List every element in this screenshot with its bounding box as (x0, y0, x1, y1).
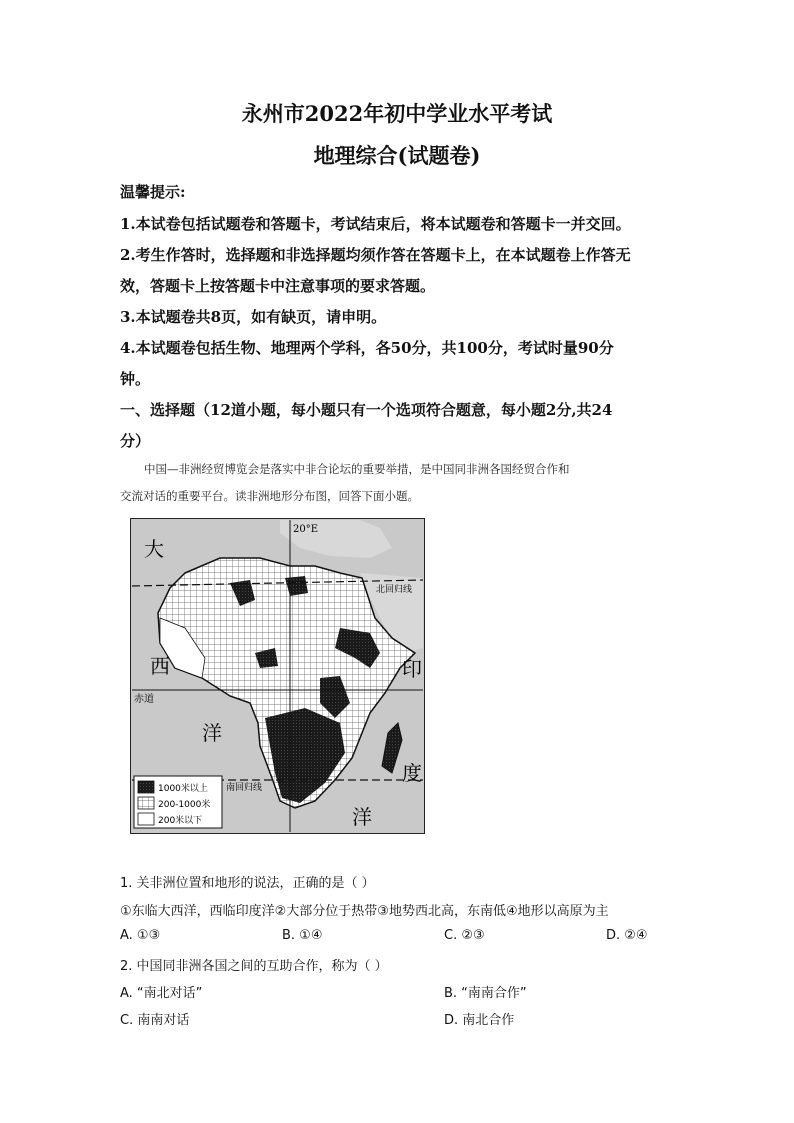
instruction-line: 效，答题卡上按答题卡中注意事项的要求答题。 (120, 277, 436, 295)
legend-swatch-grid (138, 797, 154, 809)
answer-option[interactable]: B. ①④ (282, 928, 323, 943)
instruction-line: 2.考生作答时，选择题和非选择题均须作答在答题卡上，在本试题卷上作答无 (120, 246, 631, 264)
passage-line: 交流对话的重要平台。读非洲地形分布图，回答下面小题。 (120, 489, 419, 503)
meridian-label: 20°E (293, 524, 319, 535)
section-heading: 一、选择题（12道小题，每小题只有一个选项符合题意，每小题2分,共24 (120, 401, 613, 419)
legend-label: 1000米以上 (158, 784, 208, 794)
map-legend (134, 776, 222, 828)
instruction-line: 1.本试卷包括试题卷和答题卡，考试结束后，将本试题卷和答题卡一并交回。 (120, 215, 631, 233)
answer-option[interactable]: A. ①③ (120, 928, 161, 943)
answer-option[interactable]: C. 南南对话 (120, 1013, 190, 1028)
instruction-line: 钟。 (120, 370, 151, 388)
passage-line: 中国—非洲经贸博览会是落实中非合论坛的重要举措，是中国同非洲各国经贸合作和 (144, 462, 570, 476)
ocean-label: 印 (402, 657, 422, 681)
section-heading: 分） (120, 432, 151, 450)
ocean-label: 洋 (202, 721, 222, 745)
tropic-of-capricorn-label: 南回归线 (226, 783, 263, 793)
question-statement: ①东临大西洋，西临印度洋②大部分位于热带③地势西北高，东南低④地形以高原为主 (120, 904, 609, 919)
answer-option[interactable]: D. ②④ (606, 928, 648, 943)
exam-subtitle: 地理综合(试题卷) (313, 143, 481, 168)
instruction-line: 3.本试题卷共8页，如有缺页，请申明。 (120, 308, 387, 326)
answer-option[interactable]: A. “南北对话” (120, 986, 203, 1001)
answer-option[interactable]: D. 南北合作 (444, 1013, 515, 1028)
ocean-label: 洋 (352, 805, 372, 829)
ocean-label: 度 (402, 761, 422, 785)
instruction-line: 4.本试题卷包括生物、地理两个学科，各50分，共100分，考试时量90分 (120, 339, 614, 357)
legend-label: 200-1000米 (158, 800, 211, 810)
tropic-of-cancer-label: 北回归线 (376, 585, 413, 595)
ocean-label: 西 (150, 654, 170, 678)
answer-option[interactable]: B. “南南合作” (444, 986, 527, 1001)
ocean-label: 大 (144, 537, 164, 561)
legend-swatch-white (138, 813, 154, 825)
answer-option[interactable]: C. ②③ (444, 928, 485, 943)
legend-swatch-dark (138, 781, 154, 793)
question-stem: 1. 关非洲位置和地形的说法，正确的是（ ） (120, 876, 375, 891)
equator-label: 赤道 (134, 694, 154, 705)
question-stem: 2. 中国同非洲各国之间的互助合作，称为（ ） (120, 959, 388, 974)
instructions-heading: 温馨提示: (120, 183, 186, 201)
legend-label: 200米以下 (158, 816, 203, 826)
africa-terrain-map (130, 518, 425, 834)
exam-title: 永州市2022年初中学业水平考试 (241, 101, 553, 126)
